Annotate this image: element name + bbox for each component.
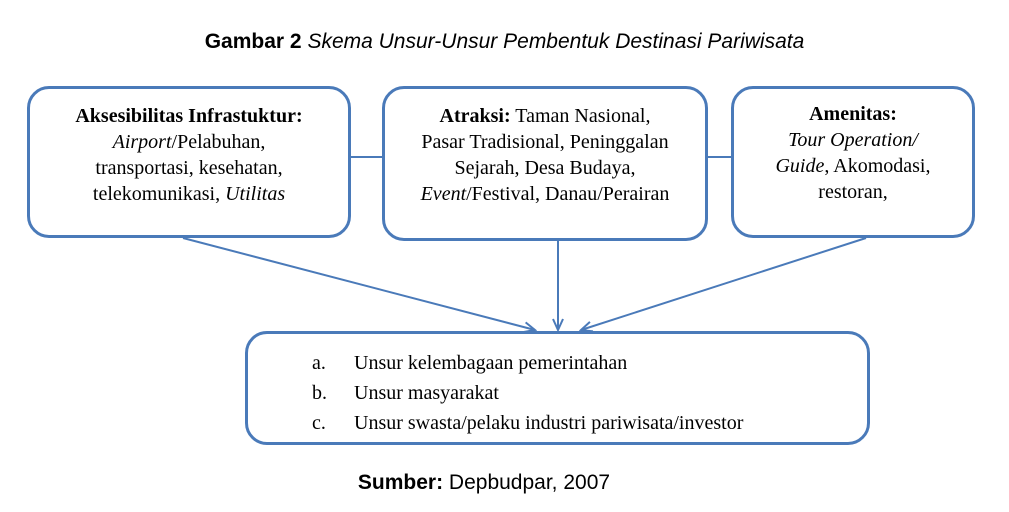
list-item (248, 408, 867, 438)
list-item (248, 348, 867, 378)
box-amenitas (731, 86, 975, 238)
list-item (248, 378, 867, 408)
aksesibilitas-line-1: Airport/Pelabuhan, (112, 131, 266, 153)
aksesibilitas-line-2: transportasi, kesehatan, (95, 157, 283, 179)
amenitas-heading: Amenitas: (809, 103, 897, 125)
box-aksesibilitas (27, 86, 351, 238)
box-atraksi (382, 86, 708, 241)
list-text: Unsur masyarakat (354, 382, 499, 404)
source-label: Sumber: (357, 471, 444, 494)
amenitas-line-3: restoran, (818, 181, 888, 203)
atraksi-line-1: Atraksi: Taman Nasional, (439, 105, 651, 127)
list-marker: b. (312, 382, 327, 404)
atraksi-line-3: Sejarah, Desa Budaya, (454, 157, 636, 179)
figure-title-label: Gambar 2 (204, 30, 302, 53)
list-marker: c. (312, 412, 326, 434)
amenitas-line-1: Tour Operation/ (788, 129, 918, 151)
box-unsur (245, 331, 870, 445)
atraksi-line-4: Event/Festival, Danau/Perairan (420, 183, 670, 205)
arrow-amenitas-to-unsur (581, 238, 866, 330)
atraksi-line-2: Pasar Tradisional, Peninggalan (421, 131, 669, 153)
figure-title-text: Skema Unsur-Unsur Pembentuk Destinasi Pariwisata (307, 30, 805, 53)
source-text: Depbudpar, 2007 (443, 471, 611, 494)
amenitas-line-2: Guide, Akomodasi, (775, 155, 931, 177)
list-text: Unsur swasta/pelaku industri pariwisata/investor (354, 412, 744, 434)
list-marker: a. (312, 352, 326, 374)
arrow-aksesibilitas-to-unsur (183, 238, 535, 330)
aksesibilitas-heading: Aksesibilitas Infrastuktur: (75, 105, 303, 127)
source-caption (0, 471, 968, 495)
aksesibilitas-line-3: telekomunikasi, Utilitas (92, 183, 286, 205)
list-text: Unsur kelembagaan pemerintahan (354, 352, 628, 374)
